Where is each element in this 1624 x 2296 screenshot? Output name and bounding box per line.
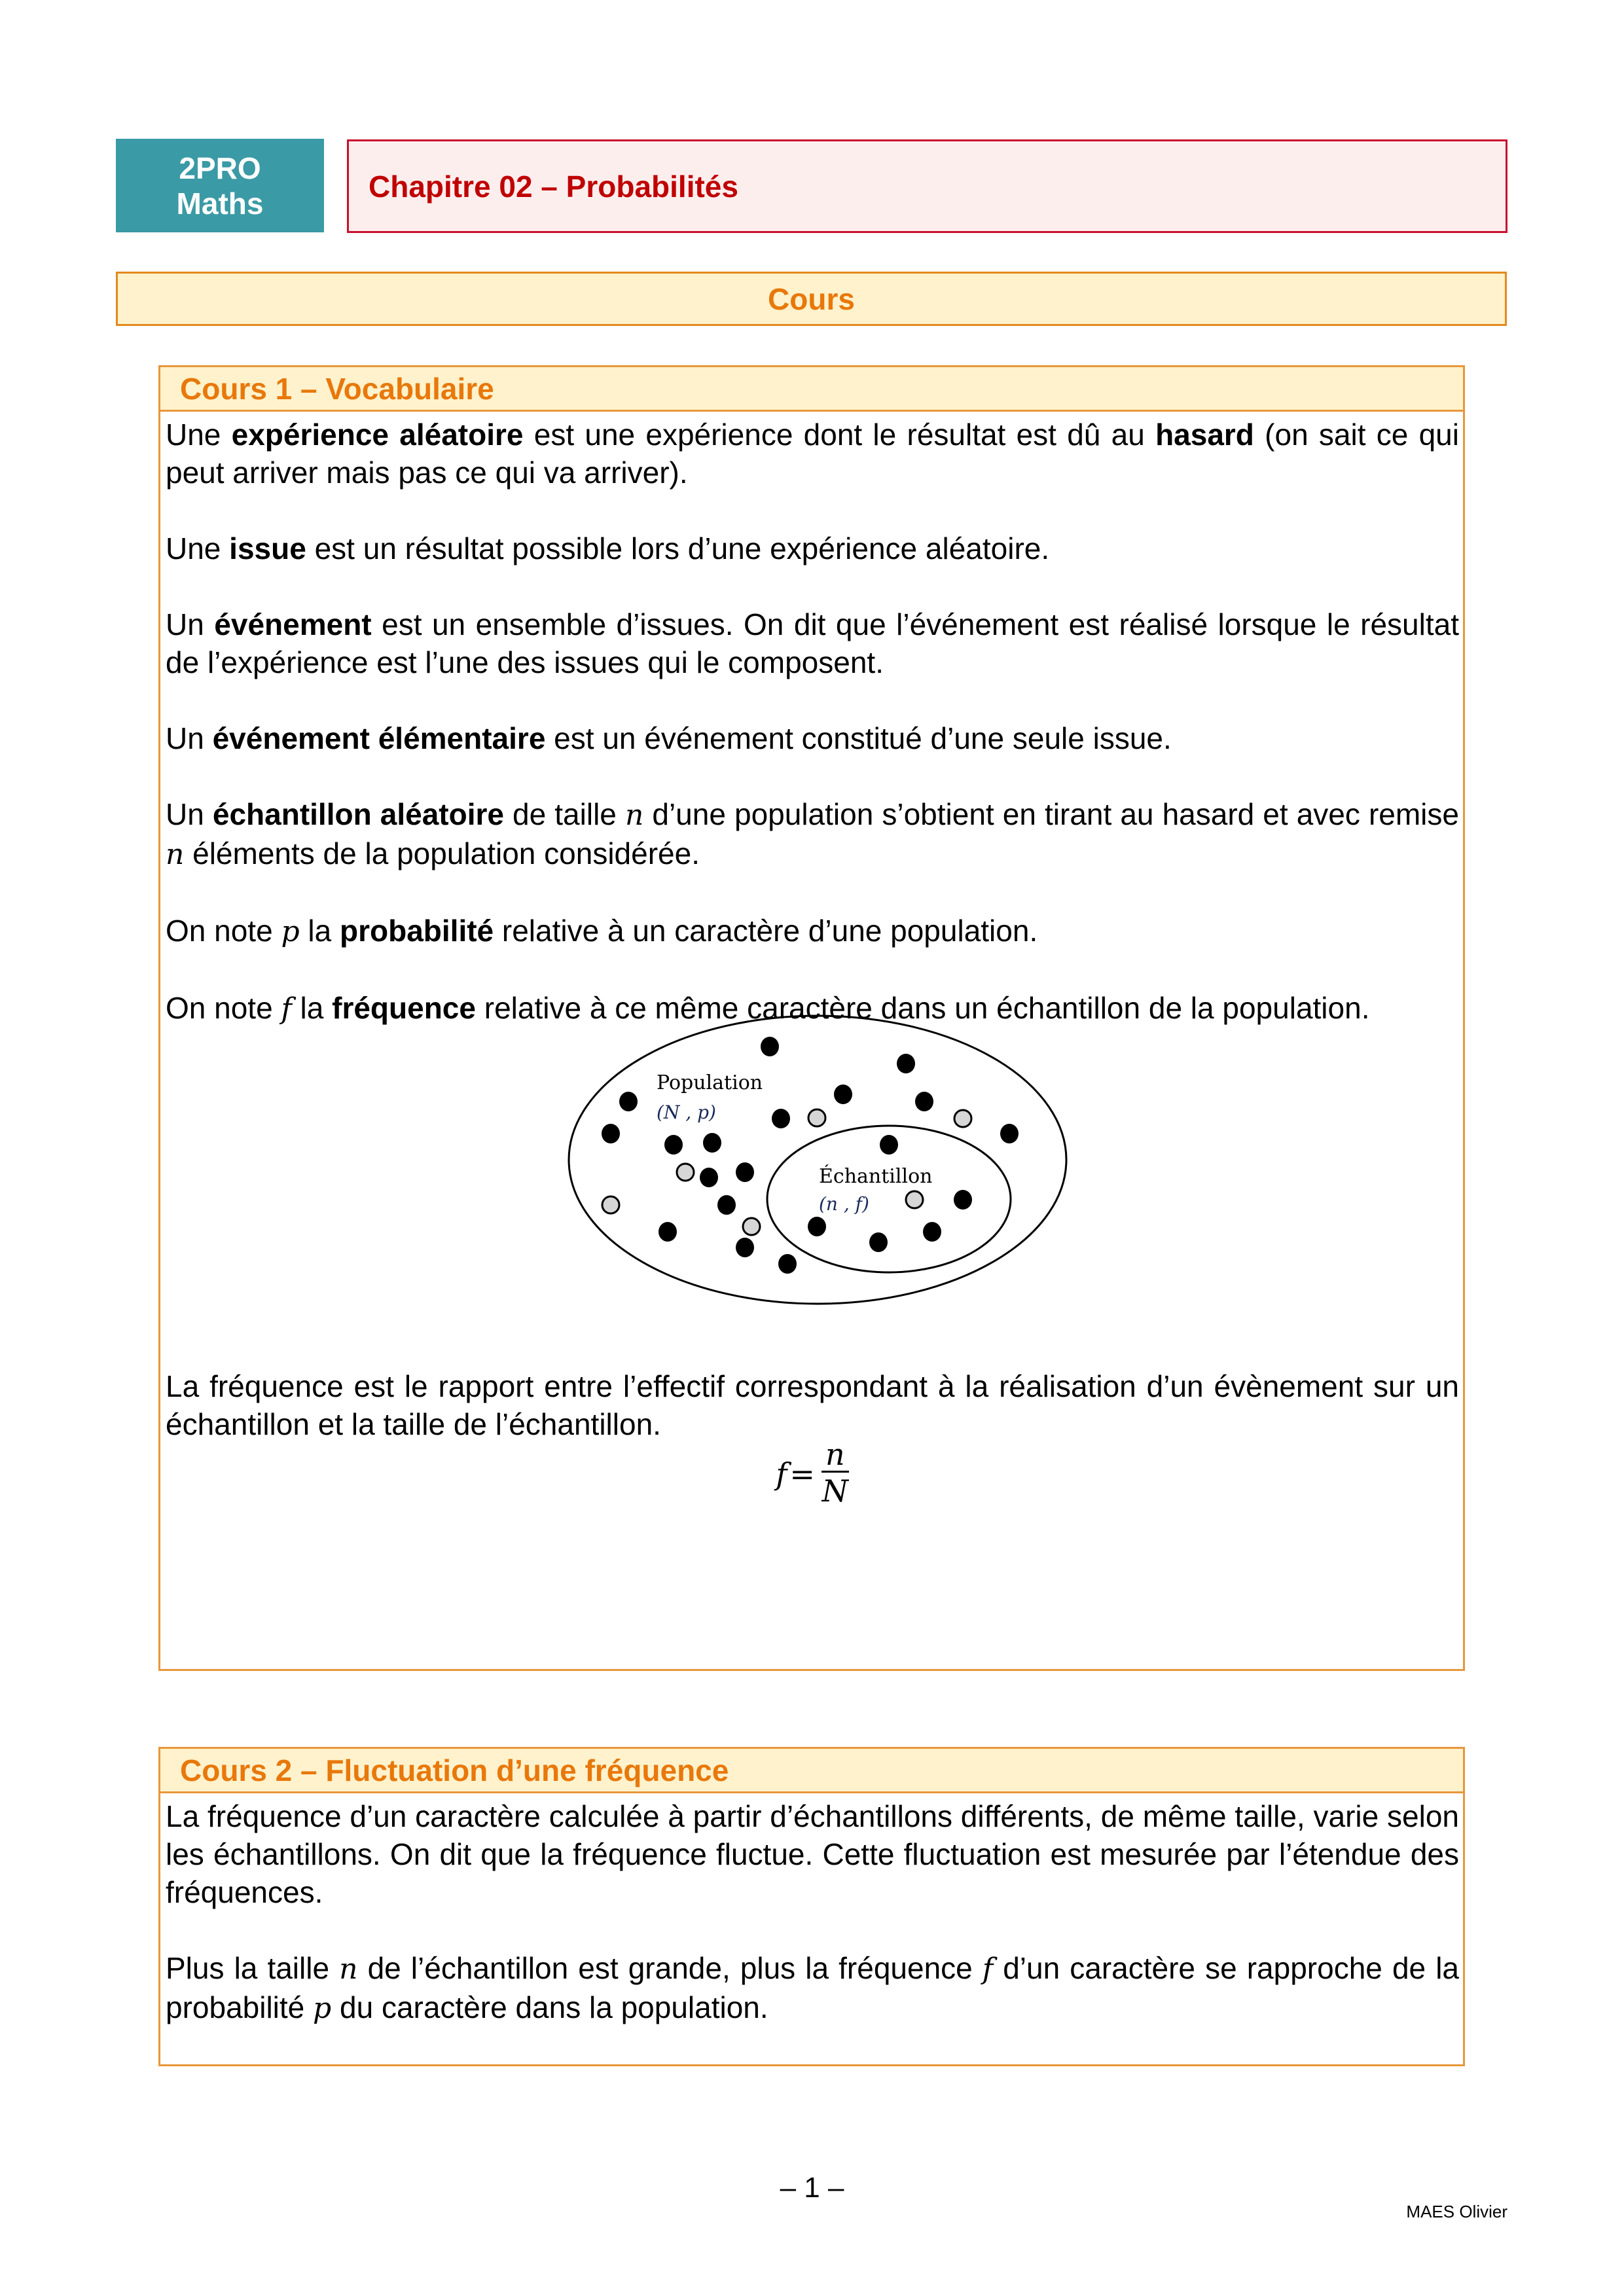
cours2-header [160,1749,1463,1793]
level-badge [116,139,324,232]
page-number: – 1 – [780,2172,844,2204]
definition-frequence: On note f la fréquence relative à ce même caractère dans un échantillon de la population. [166,991,1370,1026]
population-sample-diagram [166,1014,1459,1367]
sample-size-paragraph: Plus la taille n de l’échantillon est grande, plus la fréquence f d’un caractère se rapproche de la probabilité p du caractère dans la population. [166,1951,1460,2025]
population-label: Population [657,1071,763,1094]
frequence-definition: La fréquence est le rapport entre l’effectif correspondant à la réalisation d’un évènement sur un échantillon et la taille de l’échantillon. [166,1369,1459,1441]
cours1-box [158,365,1465,1671]
sample-params: (n , f) [819,1193,869,1215]
venn-diagram-icon [564,1014,1074,1341]
fluctuation-paragraph: La fréquence d’un caractère calculée à partir d’échantillons différents, de même taille, varie selon les échantillons. On dit que la fréquence fluctue. Cette fluctuation est mesurée par l’étendue des fréquences. [166,1799,1459,1909]
frequency-formula [166,1438,1459,1509]
cours2-box [158,1747,1465,2066]
sample-label: Échantillon [819,1165,933,1188]
level-label: 2PRO [179,151,261,185]
cours1-header [160,367,1463,412]
formula-numerator: n [821,1438,849,1473]
definition-issue: Une issue est un résultat possible lors d’une expérience aléatoire. [166,531,1050,565]
formula-equals: = [789,1456,815,1492]
chapter-title: Chapitre 02 – Probabilités [369,169,738,204]
formula-denominator: N [821,1473,848,1509]
formula-lhs: f [776,1456,787,1492]
definition-experience: Une expérience aléatoire est une expérience dont le résultat est dû au hasard (on sait ce qui peut arriver mais pas ce qui va arriver). [166,418,1459,490]
cours1-body [160,412,1463,1509]
population-params: (N , p) [657,1102,716,1123]
section-banner [116,272,1507,326]
cours1-title: Cours 1 – Vocabulaire [180,371,494,406]
section-banner-title: Cours [768,281,855,316]
author-name: MAES Olivier [1406,2202,1507,2221]
definition-evenement: Un événement est un ensemble d’issues. On dit que l’événement est réalisé lorsque le résultat de l’expérience est l’une des issues qui le composent. [166,607,1459,679]
definition-echantillon: Un échantillon aléatoire de taille n d’une population s’obtient en tirant au hasard et avec remise n éléments de la population considérée. [166,797,1459,871]
cours2-title: Cours 2 – Fluctuation d’une fréquence [180,1753,729,1787]
cours2-body [160,1793,1463,2028]
definition-probabilite: On note p la probabilité relative à un caractère d’une population. [166,914,1038,948]
chapter-header [347,139,1507,233]
subject-label: Maths [176,186,264,221]
formula-fraction [821,1438,849,1509]
definition-evenement-elementaire: Un événement élémentaire est un événement constitué d’une seule issue. [166,721,1172,755]
